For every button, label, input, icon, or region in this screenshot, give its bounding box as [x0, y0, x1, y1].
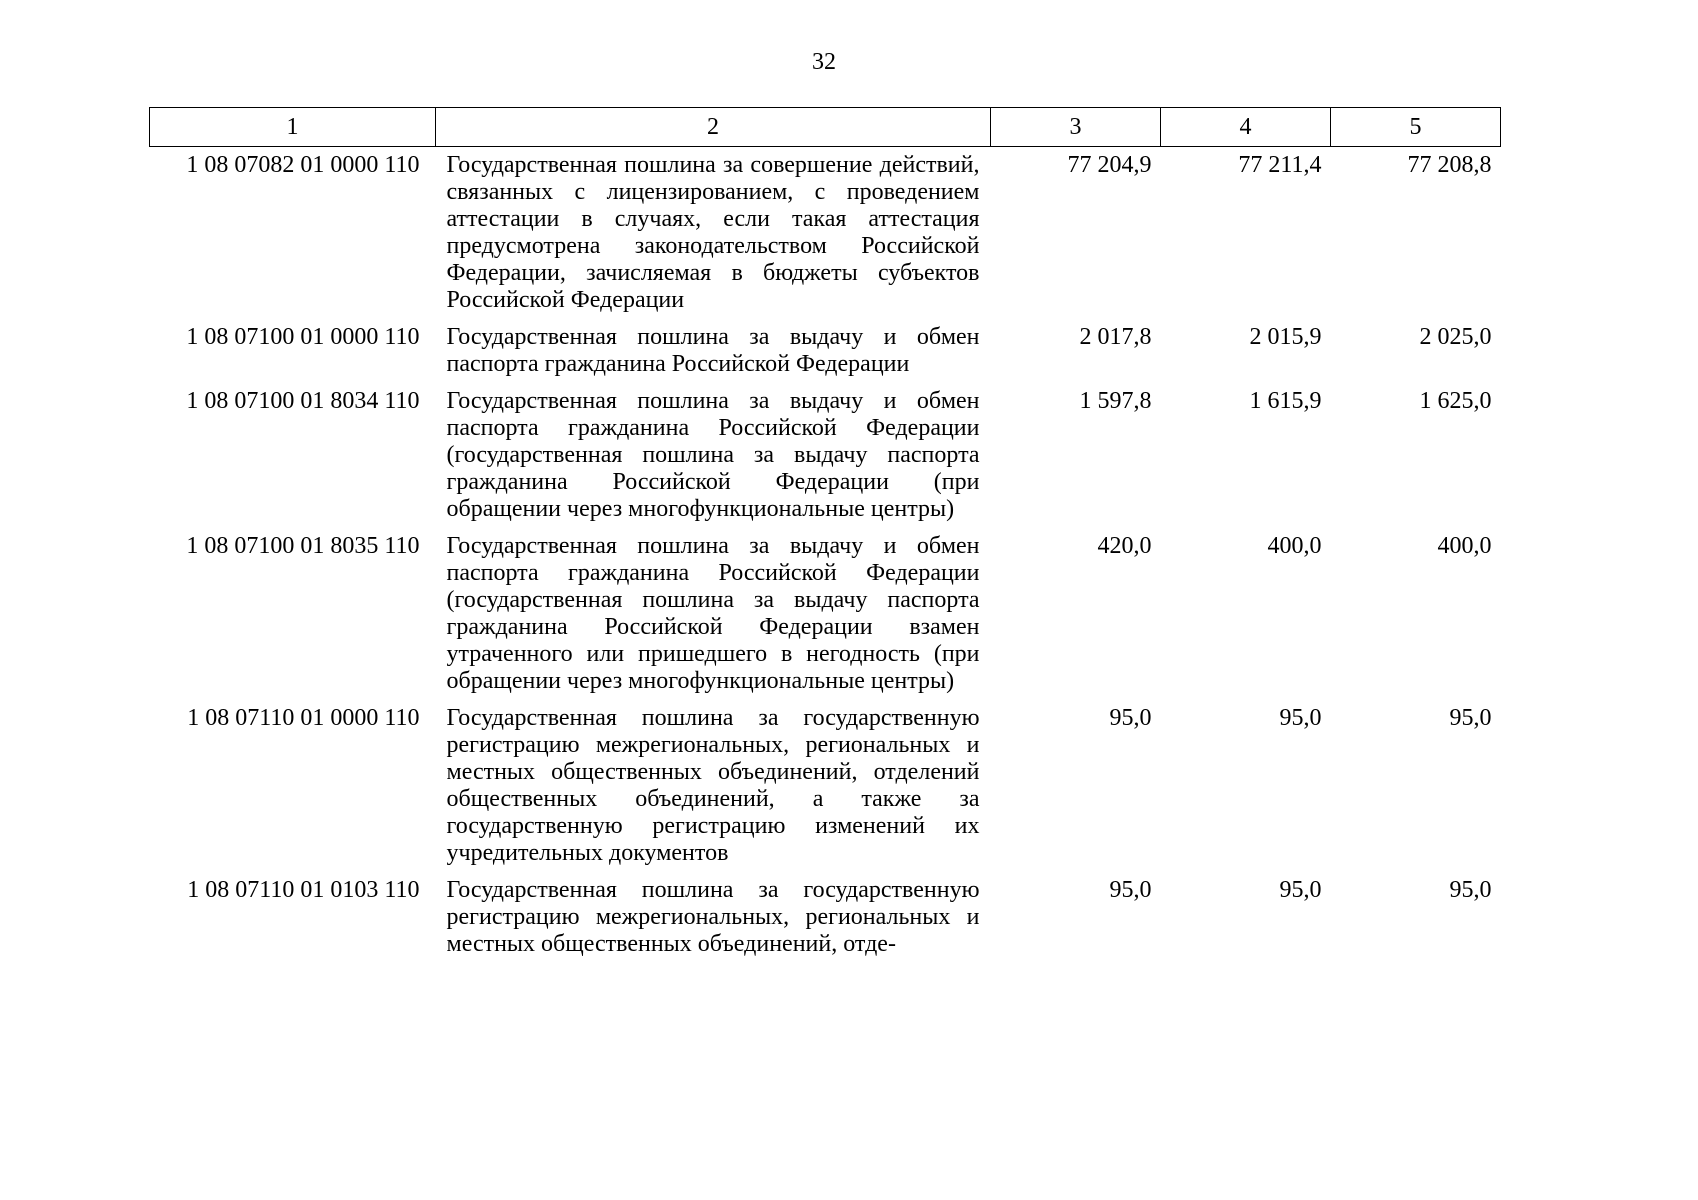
table-row	[150, 533, 1501, 705]
value-col-3-cell: 77 204,9	[1067, 152, 1152, 178]
budget-code-cell: 1 08 07100 01 8035 110	[186, 533, 420, 559]
value-col-4-cell: 1 615,9	[1249, 388, 1322, 414]
value-col-3-cell: 95,0	[1109, 705, 1152, 731]
value-col-4-cell: 2 015,9	[1249, 324, 1322, 350]
value-col-5-cell: 95,0	[1449, 877, 1492, 903]
budget-code-cell: 1 08 07110 01 0000 110	[187, 705, 420, 731]
header-col-3: 3	[991, 108, 1161, 147]
description-cell: Государственная пошлина за государственную регистрацию межрегиональных, региональных и местных общественных объединений, отде-	[446, 877, 980, 957]
value-col-5-cell: 2 025,0	[1419, 324, 1492, 350]
budget-table-container	[149, 107, 1500, 968]
table-body	[150, 147, 1501, 969]
value-col-5-cell: 1 625,0	[1419, 388, 1492, 414]
description-cell: Государственная пошлина за выдачу и обмен паспорта гражданина Российской Федерации	[446, 324, 980, 377]
header-row	[150, 108, 1501, 147]
value-col-5-cell: 77 208,8	[1407, 152, 1492, 178]
value-col-4-cell: 77 211,4	[1238, 152, 1322, 178]
table-row	[150, 877, 1501, 968]
budget-code-cell: 1 08 07100 01 0000 110	[186, 324, 420, 350]
table-header	[150, 108, 1501, 147]
value-col-4-cell: 95,0	[1279, 877, 1322, 903]
table-row	[150, 705, 1501, 877]
value-col-3-cell: 2 017,8	[1079, 324, 1152, 350]
header-col-5: 5	[1331, 108, 1501, 147]
table-row	[150, 147, 1501, 325]
description-cell: Государственная пошлина за совершение действий, связанных с лицензированием, с проведением аттестации в случаях, если такая аттестация предусмотрена законодательством Российской Федерации, зачисляемая в бюджеты субъектов Российской Федерации	[446, 152, 980, 313]
budget-code-cell: 1 08 07082 01 0000 110	[186, 152, 420, 178]
description-cell: Государственная пошлина за выдачу и обмен паспорта гражданина Российской Федерации (государственная пошлина за выдачу паспорта гражданина Российской Федерации взамен утраченного или пришедшего в негодность (при обращении через многофункциональные центры)	[446, 533, 980, 694]
value-col-4-cell: 400,0	[1267, 533, 1322, 559]
header-col-1: 1	[150, 108, 436, 147]
table-row	[150, 324, 1501, 388]
budget-table	[149, 107, 1501, 968]
page-number: 32	[812, 49, 836, 75]
budget-code-cell: 1 08 07100 01 8034 110	[186, 388, 420, 414]
description-cell: Государственная пошлина за выдачу и обмен паспорта гражданина Российской Федерации (государственная пошлина за выдачу паспорта гражданина Российской Федерации (при обращении через многофункциональные центры)	[446, 388, 980, 522]
description-cell: Государственная пошлина за государственную регистрацию межрегиональных, региональных и местных общественных объединений, отделений общественных объединений, а также за государственную регистрацию изменений их учредительных документов	[446, 705, 980, 866]
value-col-5-cell: 95,0	[1449, 705, 1492, 731]
header-col-2: 2	[436, 108, 991, 147]
value-col-3-cell: 420,0	[1097, 533, 1152, 559]
table-row	[150, 388, 1501, 533]
value-col-3-cell: 95,0	[1109, 877, 1152, 903]
value-col-3-cell: 1 597,8	[1079, 388, 1152, 414]
value-col-4-cell: 95,0	[1279, 705, 1322, 731]
budget-code-cell: 1 08 07110 01 0103 110	[187, 877, 420, 903]
value-col-5-cell: 400,0	[1437, 533, 1492, 559]
header-col-4: 4	[1161, 108, 1331, 147]
